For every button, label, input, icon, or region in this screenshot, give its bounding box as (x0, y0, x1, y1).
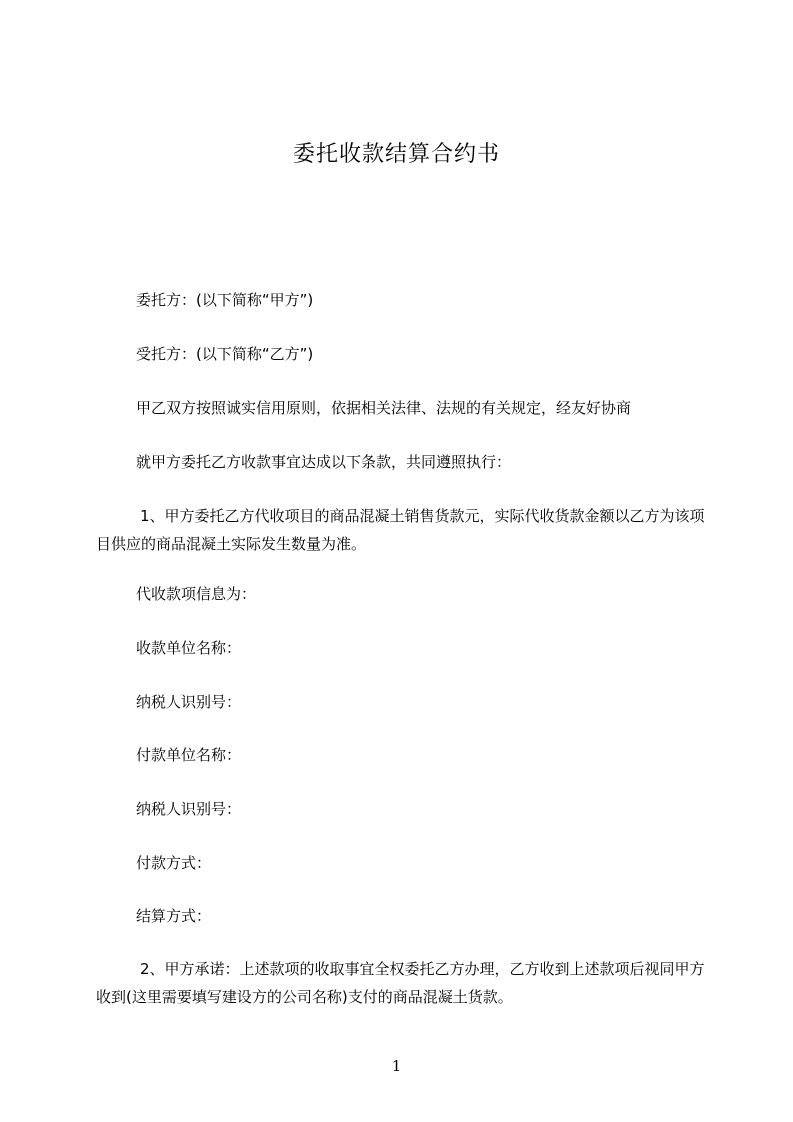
field-settlement-method: 结算方式： (136, 907, 212, 925)
intro-line-2: 就甲方委托乙方收款事宜达成以下条款，共同遵照执行： (136, 453, 512, 471)
field-collection-info: 代收款项信息为： (136, 585, 257, 603)
clause-1: 1、甲方委托乙方代收项目的商品混凝土销售货款元，实际代收货款金额以乙方为该项目供应的商品混凝土实际发生数量为准。 (96, 507, 705, 553)
field-payment-method: 付款方式： (136, 854, 212, 872)
field-payee-name: 收款单位名称： (136, 639, 242, 657)
field-payer-tax-id: 纳税人识别号： (136, 800, 242, 818)
trustee-line: 受托方：(以下简称“乙方”) (136, 345, 314, 363)
intro-line: 甲乙双方按照诚实信用原则，依据相关法律、法规的有关规定，经友好协商 (136, 399, 632, 417)
client-line: 委托方：(以下简称“甲方”) (136, 291, 314, 309)
page-number: 1 (391, 1057, 402, 1075)
field-payee-tax-id: 纳税人识别号： (136, 693, 242, 711)
document-title: 委托收款结算合约书 (292, 142, 500, 167)
clause-2: 2、甲方承诺：上述款项的收取事宜全权委托乙方办理，乙方收到上述款项后视同甲方收到(这里需要填写建设方的公司名称)支付的商品混凝土货款。 (96, 960, 705, 1006)
field-payer-name: 付款单位名称： (136, 746, 242, 764)
